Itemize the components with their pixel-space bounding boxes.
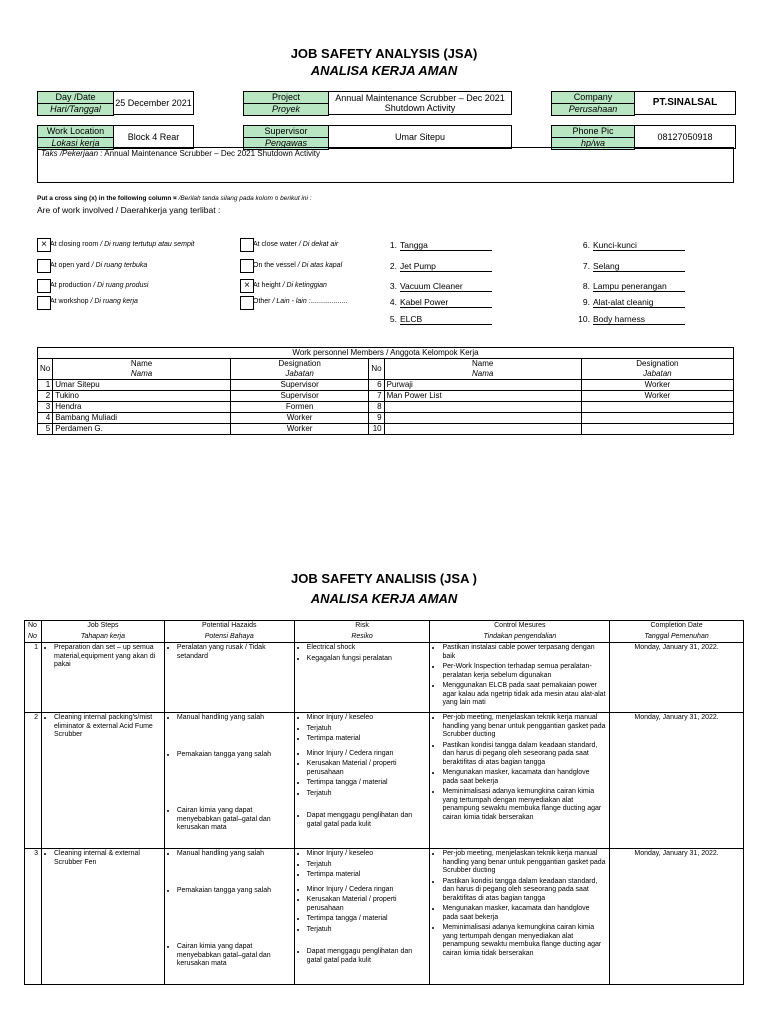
table-cell <box>581 424 733 435</box>
table-cell: • Pemakaian tangga yang salah <box>177 887 291 896</box>
table-cell: Worker <box>230 413 368 424</box>
checkbox-label-production <box>50 282 148 289</box>
jsa-col-no-id: No <box>25 632 42 643</box>
equipment-item <box>578 261 685 272</box>
jsa-col-completion-id: Tanggal Pemenuhan <box>610 632 744 643</box>
table-cell: • Minor Injury / keseleo <box>307 850 427 859</box>
table-cell: At workshop <box>50 298 89 305</box>
table-cell: • Tertimpa tangga / material <box>307 779 427 788</box>
instruction-italic: /Berilah tanda silang pada kolom ¤ berikut ini : <box>178 195 312 202</box>
location-label-id: Lokasi kerja <box>38 137 113 149</box>
equipment-item <box>385 297 492 308</box>
table-cell: • Mengunakan masker, kacamata dan handglove pada saat bekerja <box>442 905 606 922</box>
instruction-line2: Are of work involved / Daerahkerja yang terlibat : <box>37 205 221 215</box>
table-cell: Monday, January 31, 2022. <box>610 713 744 849</box>
table-cell: • Pastikan kondisi tangga dalam keadaan standard, dan harus di pegang oleh seseorang pada saat beraktifitas di atas bagian tangga <box>442 878 606 904</box>
table-cell: Formen <box>230 402 368 413</box>
jsa-col-hazards-id: Potensi Bahaya <box>164 632 294 643</box>
table-row <box>38 380 734 391</box>
col-name: Name <box>53 359 231 370</box>
jsa-subtitle: ANALISA KERJA AMAN <box>310 591 458 606</box>
company-label-box <box>551 91 635 116</box>
table-cell: 8 <box>369 402 384 413</box>
table-cell: Alat-alat cleanig <box>593 297 685 308</box>
phone-label-id: hp/wa <box>552 137 634 149</box>
table-cell <box>384 424 581 435</box>
table-cell: • Pastikan instalasi cable power terpasang dengan baik <box>442 644 606 661</box>
project-label-id: Proyek <box>244 103 328 115</box>
supervisor-label-id: Pengawas <box>244 137 328 149</box>
table-cell: 10 <box>369 424 384 435</box>
table-row <box>25 643 744 713</box>
table-cell: Kunci-kunci <box>593 240 685 251</box>
table-cell <box>581 402 733 413</box>
table-cell: 4 <box>38 413 53 424</box>
table-cell: / Di atas kapal <box>297 262 343 269</box>
phone-label: Phone Pic <box>572 126 614 136</box>
table-cell: At production <box>50 282 92 289</box>
checkbox-vessel[interactable] <box>240 259 254 273</box>
checkbox-label-vessel <box>253 262 342 269</box>
table-cell: 2. <box>389 261 397 271</box>
table-cell: 7. <box>582 261 590 271</box>
checkbox-workshop[interactable] <box>37 296 51 310</box>
table-cell: • Cleaning internal & external Scrubber Fen <box>54 850 161 867</box>
checkbox-close-water[interactable] <box>240 238 254 252</box>
table-cell: • Menggunakan ELCB pada saat pemakaian power agar kalau ada ngetrip tidak ada mesin atau alat-alat yang lain mati <box>442 682 606 708</box>
table-cell: Lampu penerangan <box>593 281 685 292</box>
checkbox-closing-room[interactable]: × <box>37 238 51 252</box>
table-cell: 6. <box>582 240 590 250</box>
project-label-box <box>243 91 329 116</box>
instruction-line1 <box>37 195 312 202</box>
col-designation-id: Jabatan <box>230 369 368 380</box>
checkbox-label-close-water <box>253 241 338 248</box>
table-cell: Umar Sitepu <box>53 380 231 391</box>
table-cell: 9 <box>369 413 384 424</box>
table-cell: • Terjatuh <box>307 790 427 799</box>
table-cell: / Di ruang kerja <box>90 298 138 305</box>
checkbox-label-other <box>253 298 348 305</box>
table-row <box>38 424 734 435</box>
instruction-bold: Put a cross sing (x) in the following column ¤ <box>37 195 177 202</box>
table-cell: 1 <box>25 643 42 713</box>
table-cell: Jet Pump <box>400 261 492 272</box>
table-cell <box>384 402 581 413</box>
table-cell: Kabel Power <box>400 297 492 308</box>
table-cell: • Tertimpa tangga / material <box>307 915 427 924</box>
day-value: 25 December 2021 <box>113 91 194 115</box>
table-cell: • Pemakaian tangga yang salah <box>177 751 291 760</box>
table-cell: At height <box>253 282 281 289</box>
task-value: Annual Maintenance Scrubber – Dec 2021 Shutdown Activity <box>104 149 320 158</box>
table-cell: 3 <box>38 402 53 413</box>
jsa-col-hazards: Potential Hazaids <box>164 621 294 632</box>
table-cell: / Di ruang tertutup atau sempit <box>100 241 195 248</box>
equipment-item <box>578 281 685 292</box>
jsa-col-risk-id: Resiko <box>294 632 430 643</box>
table-cell: Bambang Muliadi <box>53 413 231 424</box>
table-cell: • Meminimalisasi adanya kemungkina cairan kimia yang tertumpah dengan menyediakan alat penampung sewaktu membuka flange ducting agar cairan kimia tidak berserakan <box>442 924 606 958</box>
checkbox-open-yard[interactable] <box>37 259 51 273</box>
table-cell: 3 <box>25 849 42 985</box>
table-cell: 9. <box>582 297 590 307</box>
table-cell: • Cairan kimia yang dapat menyebabkan gatal–gatal dan kerusakan mata <box>177 807 291 833</box>
table-cell: Monday, January 31, 2022. <box>610 849 744 985</box>
table-cell: Supervisor <box>230 391 368 402</box>
page-title: JOB SAFETY ANALYSIS (JSA) <box>290 46 478 61</box>
table-cell: • Terjatuh <box>307 861 427 870</box>
day-label: Day /Date <box>55 92 96 102</box>
table-cell: • Terjatuh <box>307 926 427 935</box>
supervisor-value: Umar Sitepu <box>328 125 512 149</box>
col-name-id: Nama <box>53 369 231 380</box>
table-row <box>25 849 744 985</box>
table-cell: • Dapat menggagu penglihatan dan gatal gatal pada kulit <box>307 948 427 965</box>
table-cell: • Pastikan kondisi tangga dalam keadaan standard, dan harus di pegang oleh seseorang pada saat beraktifitas di atas bagian tangga <box>442 742 606 768</box>
equipment-item <box>385 240 492 251</box>
table-cell: At closing room <box>50 241 99 248</box>
col-designation-2: Designation <box>581 359 733 370</box>
table-cell <box>384 413 581 424</box>
jsa-col-control: Control Mesures <box>430 621 610 632</box>
table-cell: Other <box>253 298 271 305</box>
jsa-col-steps: Job Steps <box>41 621 164 632</box>
table-cell <box>581 413 733 424</box>
table-cell: / Lain - lain :................... <box>272 298 348 305</box>
col-name-2: Name <box>384 359 581 370</box>
table-cell: • Cleaning internal packing's/mist eliminator & external Acid Fume Scrubber <box>54 714 161 740</box>
table-cell: On the vessel <box>253 262 296 269</box>
table-cell: • Tertimpa material <box>307 735 427 744</box>
table-cell: Body harness <box>593 314 685 325</box>
table-cell: 4. <box>389 297 397 307</box>
table-cell: Monday, January 31, 2022. <box>610 643 744 713</box>
table-cell: 3. <box>389 281 397 291</box>
personnel-table <box>37 347 734 435</box>
table-cell: • Tertimpa material <box>307 871 427 880</box>
col-no: No <box>38 359 53 380</box>
table-cell: • Minor Injury / keseleo <box>307 714 427 723</box>
supervisor-label: Supervisor <box>264 126 308 136</box>
table-cell: ELCB <box>400 314 492 325</box>
table-row <box>38 413 734 424</box>
table-cell: / Di ruang produsi <box>93 282 149 289</box>
table-cell: Hendra <box>53 402 231 413</box>
checkbox-height[interactable]: × <box>240 279 254 293</box>
table-cell: Purwaji <box>384 380 581 391</box>
table-cell: 1. <box>389 240 397 250</box>
table-cell: 10. <box>578 314 590 324</box>
equipment-item <box>385 314 492 325</box>
checkbox-label-workshop <box>50 298 138 305</box>
table-cell: • Dapat menggagu penglihatan dan gatal gatal pada kulit <box>307 812 427 829</box>
table-cell: • Kegagalan fungsi peralatan <box>307 655 427 664</box>
page-subtitle: ANALISA KERJA AMAN <box>310 63 458 78</box>
day-label-id: Hari/Tanggal <box>38 103 113 115</box>
table-cell: • Peralatan yang rusak / Tidak setandard <box>177 644 291 661</box>
checkbox-production[interactable] <box>37 279 51 293</box>
table-cell: Supervisor <box>230 380 368 391</box>
table-cell: Tangga <box>400 240 492 251</box>
table-cell: • Electrical shock <box>307 644 427 653</box>
table-cell: At close water <box>253 241 297 248</box>
equipment-item <box>578 314 685 325</box>
table-cell: • Per-job meeting, menjelaskan teknik kerja manual handling yang benar untuk penggantian gasket pada Scrubber ducting <box>442 714 606 740</box>
table-cell: • Preparation dan set – up semua material,equipment yang akan di pakai <box>54 644 161 670</box>
table-cell: • Mengunakan masker, kacamata dan handglove pada saat bekerja <box>442 769 606 786</box>
project-value <box>328 91 512 115</box>
table-cell: / Di dekat air <box>298 241 339 248</box>
table-cell: 2 <box>38 391 53 402</box>
personnel-title: Work personnel Members / Anggota Kelompok Kerja <box>38 348 734 359</box>
table-cell: • Manual handling yang salah <box>177 850 291 859</box>
location-label: Work Location <box>46 126 105 136</box>
table-cell: Worker <box>581 380 733 391</box>
jsa-col-no: No <box>25 621 42 632</box>
table-cell: 6 <box>369 380 384 391</box>
project-value-line1: Annual Maintenance Scrubber – Dec 2021 <box>335 93 505 103</box>
table-cell: 7 <box>369 391 384 402</box>
table-cell: 1 <box>38 380 53 391</box>
table-cell: / Di ketinggian <box>282 282 327 289</box>
task-box <box>37 147 734 183</box>
checkbox-label-closing-room <box>50 241 194 248</box>
table-cell: Worker <box>581 391 733 402</box>
table-cell: • Minor Injury / Cedera ringan <box>307 886 427 895</box>
table-cell: / Di ruang terbuka <box>91 262 148 269</box>
table-row <box>25 713 744 849</box>
jsa-col-risk: Risk <box>294 621 430 632</box>
project-value-line2: Shutdown Activity <box>384 103 456 113</box>
jsa-col-steps-id: Tahapan kerja <box>41 632 164 643</box>
equipment-item <box>385 261 492 272</box>
table-cell: • Kerusakan Material / properti perusahaan <box>307 896 427 913</box>
jsa-title: JOB SAFETY ANALISIS (JSA ) <box>291 571 477 586</box>
col-designation: Designation <box>230 359 368 370</box>
table-cell: • Per-Work Inspection terhadap semua peralatan-peralatan kerja sebelum digunakan <box>442 663 606 680</box>
table-cell: • Per-job meeting, menjelaskan teknik kerja manual handling yang benar untuk penggantian gasket pada Scrubber ducting <box>442 850 606 876</box>
table-cell: 2 <box>25 713 42 849</box>
table-cell: Selang <box>593 261 685 272</box>
table-cell: Worker <box>230 424 368 435</box>
equipment-item <box>578 240 685 251</box>
table-cell: 8. <box>582 281 590 291</box>
table-cell: • Terjatuh <box>307 725 427 734</box>
table-cell: Man Power List <box>384 391 581 402</box>
equipment-item <box>385 281 492 292</box>
col-no-2: No <box>369 359 384 380</box>
table-cell: • Kerusakan Material / properti perusahaan <box>307 760 427 777</box>
table-row <box>38 391 734 402</box>
project-label: Project <box>271 92 300 102</box>
table-cell: 5 <box>38 424 53 435</box>
checkbox-label-height <box>253 282 327 289</box>
jsa-table <box>24 620 744 985</box>
checkbox-other[interactable] <box>240 296 254 310</box>
col-designation-id-2: Jabatan <box>581 369 733 380</box>
checkbox-label-open-yard <box>50 262 147 269</box>
location-value: Block 4 Rear <box>113 125 194 149</box>
table-cell: • Minor Injury / Cedera ringan <box>307 750 427 759</box>
jsa-col-control-id: Tindakan pengendalian <box>430 632 610 643</box>
table-cell: 5. <box>389 314 397 324</box>
table-cell: At open yard <box>50 262 90 269</box>
company-label: Company <box>573 92 613 102</box>
table-cell: • Manual handling yang salah <box>177 714 291 723</box>
table-cell: Tukino <box>53 391 231 402</box>
equipment-item <box>578 297 685 308</box>
jsa-col-completion: Completion Date <box>610 621 744 632</box>
table-cell: Vacuum Cleaner <box>400 281 492 292</box>
company-label-id: Perusahaan <box>552 103 634 115</box>
table-row <box>38 402 734 413</box>
table-cell: Perdamen G. <box>53 424 231 435</box>
col-name-id-2: Nama <box>384 369 581 380</box>
company-value: PT.SINALSAL <box>634 91 736 115</box>
table-cell: • Cairan kimia yang dapat menyebabkan gatal–gatal dan kerusakan mata <box>177 943 291 969</box>
phone-value: 08127050918 <box>634 125 736 149</box>
table-cell: • Meminimalisasi adanya kemungkina cairan kimia yang tertumpah dengan menyediakan alat penampung sewaktu membuka flange ducting agar cairan kimia tidak berserakan <box>442 788 606 822</box>
task-label: Taks /Pekerjaan : <box>41 149 103 158</box>
day-label-box <box>37 91 114 116</box>
